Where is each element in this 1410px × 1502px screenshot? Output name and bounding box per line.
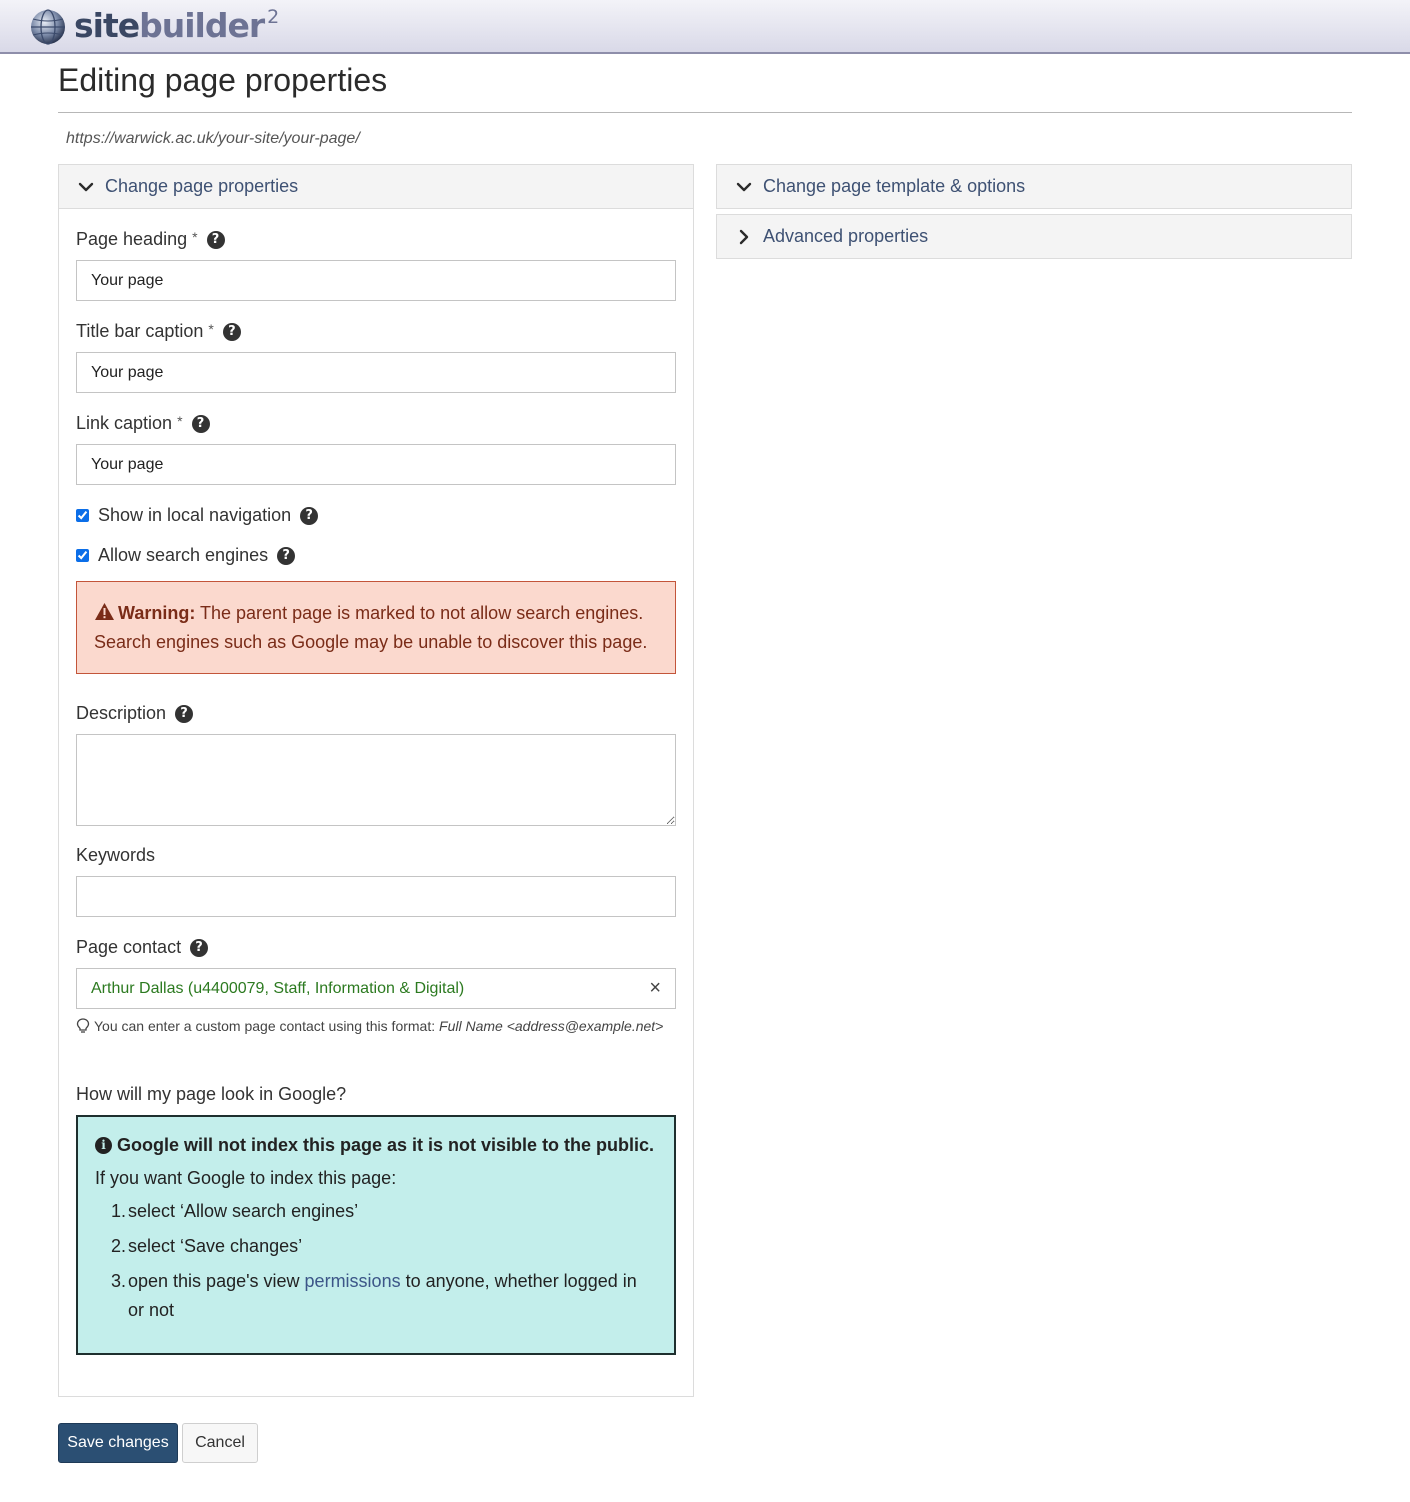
contact-format-example: Full Name <address@example.net>	[439, 1018, 664, 1034]
list-item: 2. select ‘Save changes’	[111, 1236, 303, 1256]
keywords-input[interactable]	[76, 876, 676, 917]
description-textarea[interactable]	[76, 734, 676, 826]
permissions-link[interactable]: permissions	[304, 1271, 401, 1291]
required-marker: *	[177, 412, 183, 429]
lightbulb-icon	[76, 1018, 90, 1034]
page-contact-input[interactable]	[76, 968, 676, 1009]
link-caption-label: Link caption * ?	[76, 413, 210, 434]
chevron-down-icon	[77, 178, 95, 196]
list-item: 3. open this page's view permissions to anyone, whether logged in or not	[111, 1271, 637, 1320]
keywords-label: Keywords	[76, 845, 156, 865]
google-preview-heading: How will my page look in Google?	[76, 1084, 347, 1104]
link-caption-input[interactable]	[76, 444, 676, 485]
page-title: Editing page properties	[58, 62, 388, 98]
help-icon[interactable]: ?	[192, 415, 210, 433]
panel-title: Change page template & options	[763, 176, 1026, 196]
advanced-properties-panel	[716, 214, 1352, 259]
page-template-panel-header[interactable]	[717, 165, 1351, 208]
title-bar-caption-label: Title bar caption * ?	[76, 321, 241, 342]
page-contact-value: Arthur Dallas (u4400079, Staff, Information & Digital)	[91, 979, 465, 997]
help-icon[interactable]: ?	[300, 507, 318, 525]
google-index-info	[76, 1115, 676, 1355]
google-info-steps	[95, 1197, 657, 1325]
google-info-title: i Google will not index this page as it is not visible to the public.	[95, 1135, 657, 1156]
warning-text: The parent page is marked to not allow search engines. Search engines such as Google may be unable to discover this page.	[94, 603, 648, 652]
title-divider	[58, 112, 1352, 113]
advanced-properties-panel-header[interactable]	[717, 215, 1351, 258]
show-local-nav-checkbox[interactable]	[76, 509, 89, 522]
page-heading-label: Page heading * ?	[76, 229, 225, 250]
google-info-lead: If you want Google to index this page:	[95, 1168, 397, 1188]
show-local-nav-label: Show in local navigation	[98, 505, 292, 525]
help-icon[interactable]: ?	[190, 939, 208, 957]
search-engine-warning	[76, 581, 676, 674]
required-marker: *	[208, 320, 214, 337]
brand-logo: sitebuilder $^2$	[74, 6, 279, 45]
cancel-button[interactable]: Cancel	[182, 1423, 258, 1463]
chevron-right-icon	[735, 228, 753, 246]
title-bar-caption-input[interactable]	[76, 352, 676, 393]
description-label: Description ?	[76, 703, 193, 724]
globe-logo-icon	[30, 9, 66, 45]
required-marker: *	[192, 228, 198, 245]
info-circle-icon: i	[95, 1137, 112, 1154]
show-local-nav-row	[76, 505, 318, 526]
allow-search-engines-label: Allow search engines	[98, 545, 269, 565]
page-url: https://warwick.ac.uk/your-site/your-page/	[66, 130, 360, 147]
page-contact-hint: You can enter a custom page contact using this format: Full Name <address@example.net>	[76, 1014, 676, 1038]
help-icon[interactable]: ?	[207, 231, 225, 249]
panel-title: Change page properties	[105, 176, 299, 196]
allow-search-engines-checkbox[interactable]	[76, 549, 89, 562]
page-contact-label: Page contact ?	[76, 937, 208, 958]
chevron-down-icon	[735, 178, 753, 196]
clear-contact-icon[interactable]: ×	[649, 977, 661, 999]
page-properties-panel	[58, 164, 694, 1397]
list-item: 1. select ‘Allow search engines’	[111, 1201, 359, 1221]
help-icon[interactable]: ?	[277, 547, 295, 565]
page-properties-panel-header[interactable]	[59, 165, 693, 209]
help-icon[interactable]: ?	[223, 323, 241, 341]
app-header	[0, 0, 1410, 54]
panel-title: Advanced properties	[763, 226, 929, 246]
save-changes-button[interactable]: Save changes	[58, 1423, 178, 1463]
warning-triangle-icon	[94, 602, 115, 621]
page-heading-input[interactable]	[76, 260, 676, 301]
allow-search-row	[76, 545, 295, 566]
warning-label: Warning:	[118, 603, 196, 623]
page-template-panel	[716, 164, 1352, 209]
help-icon[interactable]: ?	[175, 705, 193, 723]
